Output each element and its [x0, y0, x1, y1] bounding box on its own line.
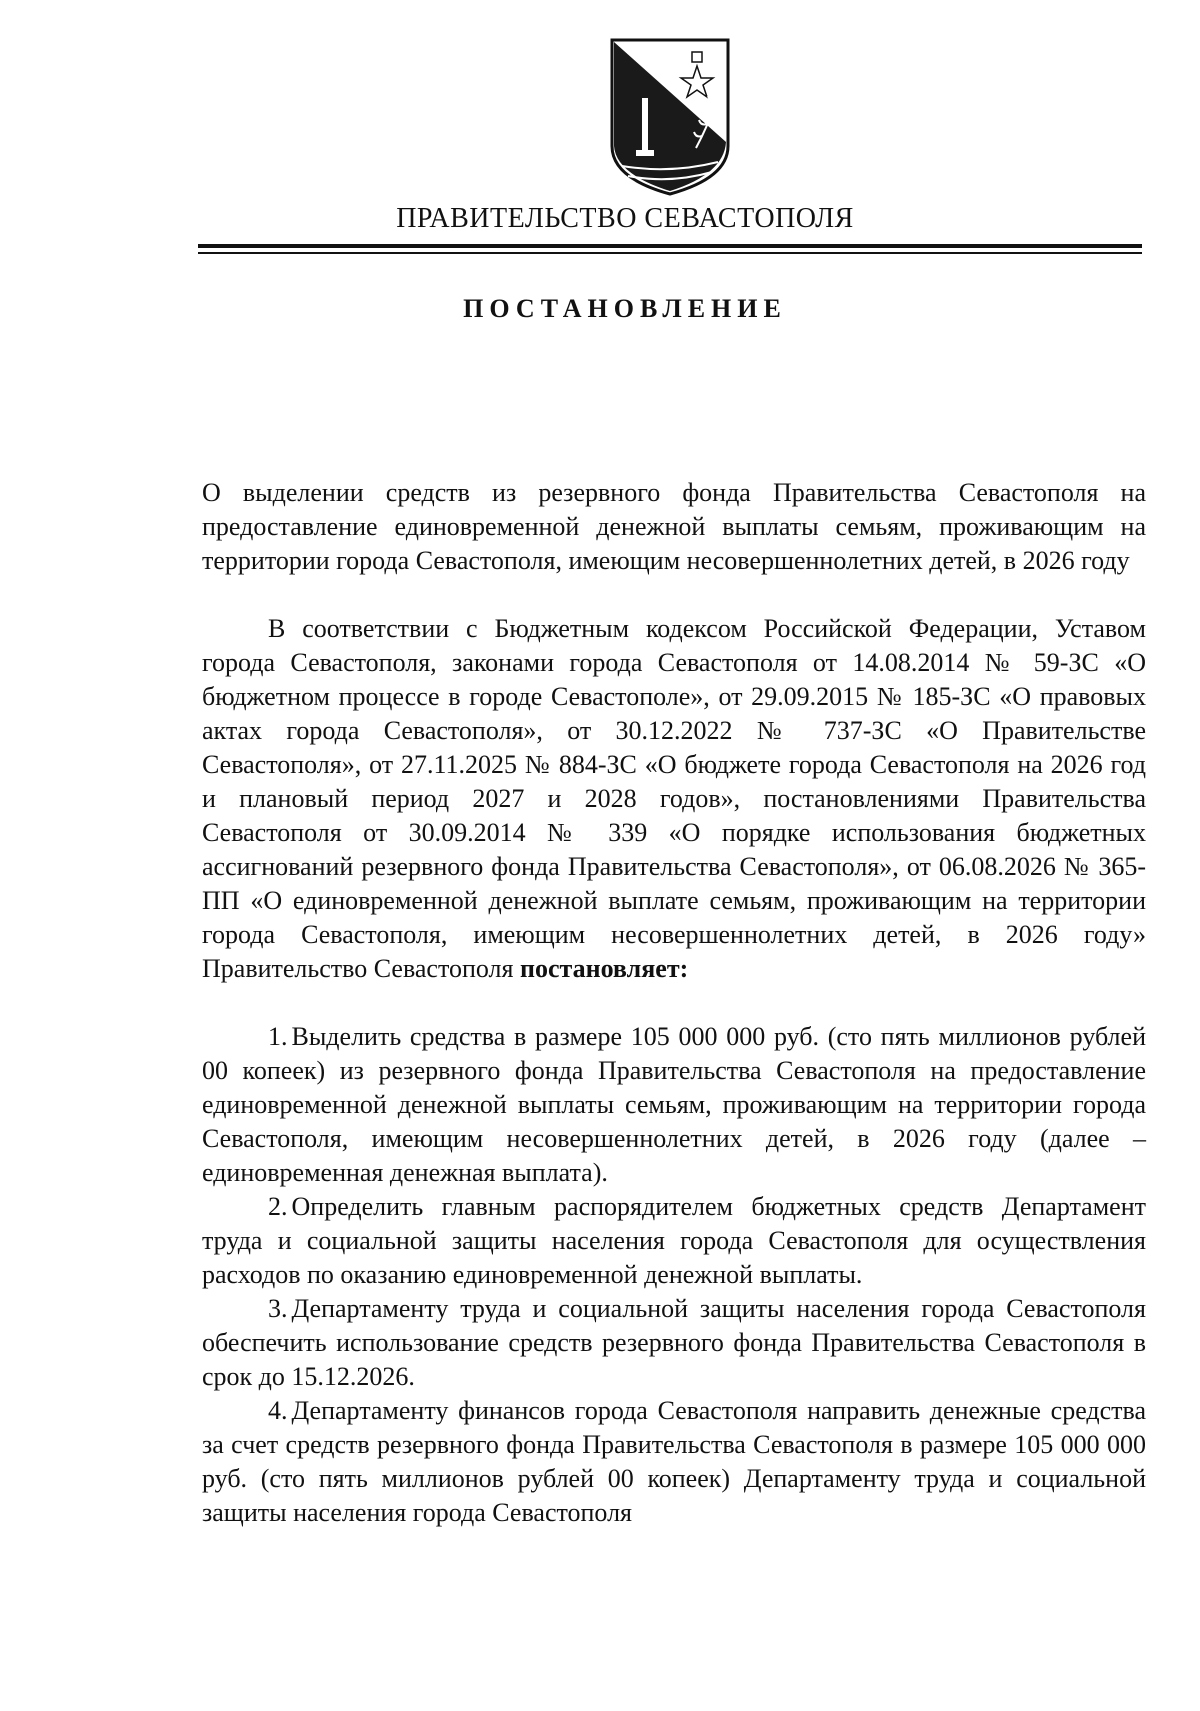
document-subject: О выделении средств из резервного фонда Правительства Севастополя на предоставление единовременной денежной выплаты семьям, проживающим на территории города Севастополя, имеющим несовершеннолетних детей, в 2026 году — [202, 478, 1146, 575]
preamble-paragraph — [202, 612, 1146, 986]
item-number: 2. — [268, 1192, 288, 1221]
preamble-resolve-word: постановляет: — [519, 954, 689, 983]
item-text: Департаменту финансов города Севастополя направить денежные средства за счет средств резервного фонда Правительства Севастополя в размере 105 000 000 руб. (сто пять миллионов рублей 00 копеек) Департаменту труда и социальной защиты населения города Севастополя — [202, 1396, 1146, 1527]
item-number: 1. — [268, 1022, 288, 1051]
resolution-item — [202, 1394, 1146, 1530]
document-body — [202, 476, 1146, 1530]
resolution-item — [202, 1020, 1146, 1190]
item-text: Департаменту труда и социальной защиты населения города Севастополя обеспечить использование средств резервного фонда Правительства Севастополя в срок до 15.12.2026. — [202, 1294, 1146, 1391]
resolution-item — [202, 1190, 1146, 1292]
resolution-item — [202, 1292, 1146, 1394]
item-text: Выделить средства в размере 105 000 000 руб. (сто пять миллионов рублей 00 копеек) из резервного фонда Правительства Севастополя на предоставление единовременной денежной выплаты семьям, проживающим на территории города Севастополя, имеющим несовершеннолетних детей, в 2026 году (далее – единовременная денежная выплата). — [202, 1022, 1146, 1187]
header-divider-thin — [198, 252, 1142, 254]
item-text: Определить главным распорядителем бюджетных средств Департамент труда и социальной защиты населения города Севастополя для осуществления расходов по оказанию единовременной денежной выплаты. — [202, 1192, 1146, 1289]
item-number: 4. — [268, 1396, 288, 1425]
preamble-text: В соответствии с Бюджетным кодексом Российской Федерации, Уставом города Севастополя, законами города Севастополя от 14.08.2014 № 59-ЗС «О бюджетном процессе в городе Севастополе», от 29.09.2015 № 185-ЗС «О правовых актах города Севастополя», от 30.12.2022 № 737-ЗС «О Правительстве Севастополя», от 27.11.2025 № 884-ЗС «О бюджете города Севастополя на 2026 год и плановый период 2027 и 2028 годов», постановлениями Правительства Севастополя от 30.09.2014 № 339 «О порядке использования бюджетных ассигнований резервного фонда Правительства Севастополя», от 06.08.2026 № 365-ПП «О единовременной денежной выплате семьям, проживающим на территории города Севастополя, имеющим несовершеннолетних детей, в 2026 году» Правительство Севастополя — [202, 614, 1146, 983]
organization-name: ПРАВИТЕЛЬСТВО СЕВАСТОПОЛЯ — [396, 203, 854, 234]
sevastopol-coat-of-arms-icon — [608, 38, 732, 196]
item-number: 3. — [268, 1294, 288, 1323]
document-type-title: ПОСТАНОВЛЕНИЕ — [463, 294, 787, 323]
header-divider-thick — [198, 244, 1142, 248]
